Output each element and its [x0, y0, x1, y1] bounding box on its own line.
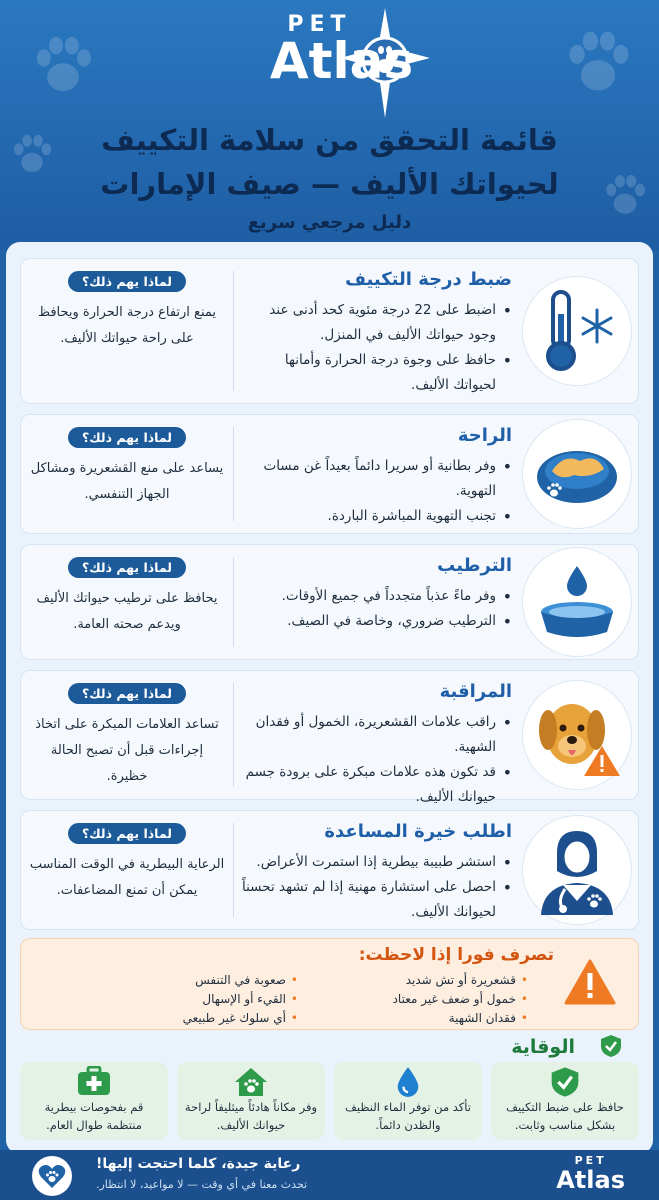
alert-list-1: [338, 971, 528, 1028]
alert-item: • خمول أو ضعف غير معتاد: [338, 990, 528, 1009]
thermometer-snowflake-icon: [537, 286, 617, 376]
brand-pet: PET: [287, 12, 352, 37]
page-title: [30, 118, 629, 206]
prevention-item: [177, 1062, 325, 1140]
why-box: [29, 427, 225, 508]
footer-subtext: تحدث معنا في أي وقت — لا مواعيد، لا انتظار.: [96, 1178, 308, 1191]
section-icon-wrap: [522, 419, 632, 529]
list-item: • الترطيب ضروري، وخاصة في الصيف.: [240, 609, 512, 634]
footer-brand-atlas: Atlas: [556, 1166, 625, 1194]
water-bowl-icon: [534, 562, 620, 642]
content-panel: [6, 242, 653, 1154]
prevention-item: [20, 1062, 168, 1140]
divider: [233, 271, 234, 391]
section-icon-wrap: [522, 276, 632, 386]
shield-check-icon: [599, 1034, 623, 1058]
section-main: [240, 555, 512, 634]
section-bullets: [240, 710, 512, 810]
alert-item: • صعوبة في التنفس: [128, 971, 298, 990]
why-pill: لماذا يهم ذلك؟: [68, 271, 186, 292]
why-box: [29, 823, 225, 904]
alert-list-2: [128, 971, 298, 1028]
heart-paw-badge: [32, 1156, 72, 1196]
section-icon-wrap: [522, 547, 632, 657]
why-text: يساعد على منع القشعريرة ومشاكل الجهاز التنفسي.: [30, 461, 224, 502]
brand-atlas: Atlas: [269, 32, 414, 90]
paw-house-icon: [234, 1066, 268, 1098]
why-text: تساعد العلامات المبكرة على اتخاذ إجراءات قبل أن تصبح الحالة خظيرة.: [35, 717, 219, 784]
title-line-2: لحيواتك الأليف — صيف الإمارات: [100, 167, 559, 201]
section-title: المراقبة: [439, 681, 512, 702]
heart-paw-icon: [38, 1163, 66, 1189]
prevention-icon-wrap: [177, 1066, 325, 1098]
divider: [233, 557, 234, 647]
prevention-item: [334, 1062, 482, 1140]
section-title: الترطيب: [437, 555, 512, 576]
section-card-hydration: [20, 544, 639, 660]
list-item: • تجنب التهوية المباشرة الباردة.: [240, 504, 512, 529]
list-item: • استشر طبيبة بيطرية إذا استمرت الأعراض.: [240, 850, 512, 875]
why-text: يحافظ على ترطيب حيواتك الأليف ويدعم صحته العامة.: [36, 591, 218, 632]
prevention-icon-wrap: [491, 1066, 639, 1098]
brand-logo: [0, 12, 659, 90]
section-bullets: [240, 298, 512, 398]
dog-warning-icon: [532, 690, 622, 780]
list-item: • اضبط على 22 درجة مئوية كحد أدنى عند وجود حيواتك الأليف في المنزل.: [240, 298, 512, 348]
list-item: • حافظ على وجوة درجة الحرارة وأمانها لحيواتك الأليف.: [240, 348, 512, 398]
prevention-title: الوقاية: [511, 1036, 575, 1058]
section-title: اطلب خيرة المساعدة: [324, 821, 512, 842]
section-card-ac-temperature: [20, 258, 639, 404]
why-text: الرعاية البيطرية في الوقت المناسب يمكن أن تمنع المضاعفات.: [29, 857, 225, 898]
veterinarian-icon: [535, 825, 619, 915]
urgent-alert-box: [20, 938, 639, 1030]
section-bullets: [240, 584, 512, 634]
list-item: • احصل على استشارة مهنية إذا لم تشهد تحسناً لحيوانك الأليف.: [240, 875, 512, 925]
why-box: [29, 683, 225, 790]
list-item: • وفر ماءً عذباً متجدداً في جميع الأوقات.: [240, 584, 512, 609]
section-card-monitoring: [20, 670, 639, 805]
section-bullets: [240, 850, 512, 925]
divider: [233, 427, 234, 521]
list-item: • قد تكون هذه علامات مبكرة على برودة جسم حيوانك الأليف.: [240, 760, 512, 810]
first-aid-kit-icon: [76, 1066, 112, 1096]
list-item: • وفر بطانية أو سريرا دائماً بعيداً غن مسات التهوية.: [240, 454, 512, 504]
section-icon-wrap: [522, 815, 632, 925]
footer-headline: رعاية جيدة، كلما احتجت إليها!: [96, 1156, 301, 1172]
alert-item: • قشعريرة أو تش شديد: [338, 971, 528, 990]
why-pill: لماذا يهم ذلك؟: [68, 823, 186, 844]
section-title: الراحة: [457, 425, 512, 446]
section-main: [240, 269, 512, 398]
prevention-text: تأكد من توفر الماء النظيف والظدن دائماً.: [345, 1100, 471, 1132]
header: [0, 0, 659, 250]
prevention-item: [491, 1062, 639, 1140]
shield-check-icon: [549, 1066, 581, 1098]
prevention-text: وفر مكاناً هادئاً ميثليفاً لراحة حيوانك الأليف.: [184, 1100, 318, 1132]
why-box: [29, 271, 225, 352]
section-card-comfort: [20, 414, 639, 534]
why-text: يمنع ارتفاع درجة الحرارة ويحافظ على راحة حيواتك الأليف.: [37, 305, 217, 346]
footer-brand-pet: PET: [574, 1154, 607, 1167]
page-subtitle: دليل مرجعي سريع: [247, 212, 412, 233]
alert-item: • القيء أو الإسهال: [128, 990, 298, 1009]
alert-item: • أي سلوك غير طبيعي: [128, 1009, 298, 1028]
section-bullets: [240, 454, 512, 529]
prevention-icon-wrap: [334, 1066, 482, 1098]
warning-triangle-icon: [564, 959, 616, 1005]
water-drop-icon: [394, 1066, 422, 1098]
section-main: [240, 425, 512, 529]
prevention-text: قم بفحوصات بيطرية منتظمة طوال العام.: [44, 1100, 144, 1132]
section-icon-wrap: [522, 680, 632, 790]
section-main: [240, 821, 512, 925]
divider: [233, 683, 234, 787]
why-pill: لماذا يهم ذلك؟: [68, 427, 186, 448]
why-pill: لماذا يهم ذلك؟: [68, 683, 186, 704]
why-box: [29, 557, 225, 638]
section-card-expert-help: [20, 810, 639, 930]
pet-bed-icon: [534, 439, 620, 509]
why-pill: لماذا يهم ذلك؟: [68, 557, 186, 578]
section-main: [240, 681, 512, 810]
prevention-text: حافظ على ضبط التكييف بشكل مناسب وثابت.: [506, 1100, 624, 1132]
alert-item: • فقدان الشهية: [338, 1009, 528, 1028]
footer: [0, 1150, 659, 1200]
divider: [233, 823, 234, 917]
alert-title: تصرف فورا إذا لاحظت:: [358, 945, 554, 965]
footer-brand-logo: [556, 1154, 625, 1193]
section-title: ضبط درجة التكييف: [345, 269, 512, 290]
prevention-icon-wrap: [20, 1066, 168, 1096]
list-item: • راقب علامات القشعريرة، الخمول أو فقدان الشهية.: [240, 710, 512, 760]
title-line-1: قائمة التحقق من سلامة التكييف: [101, 123, 558, 157]
